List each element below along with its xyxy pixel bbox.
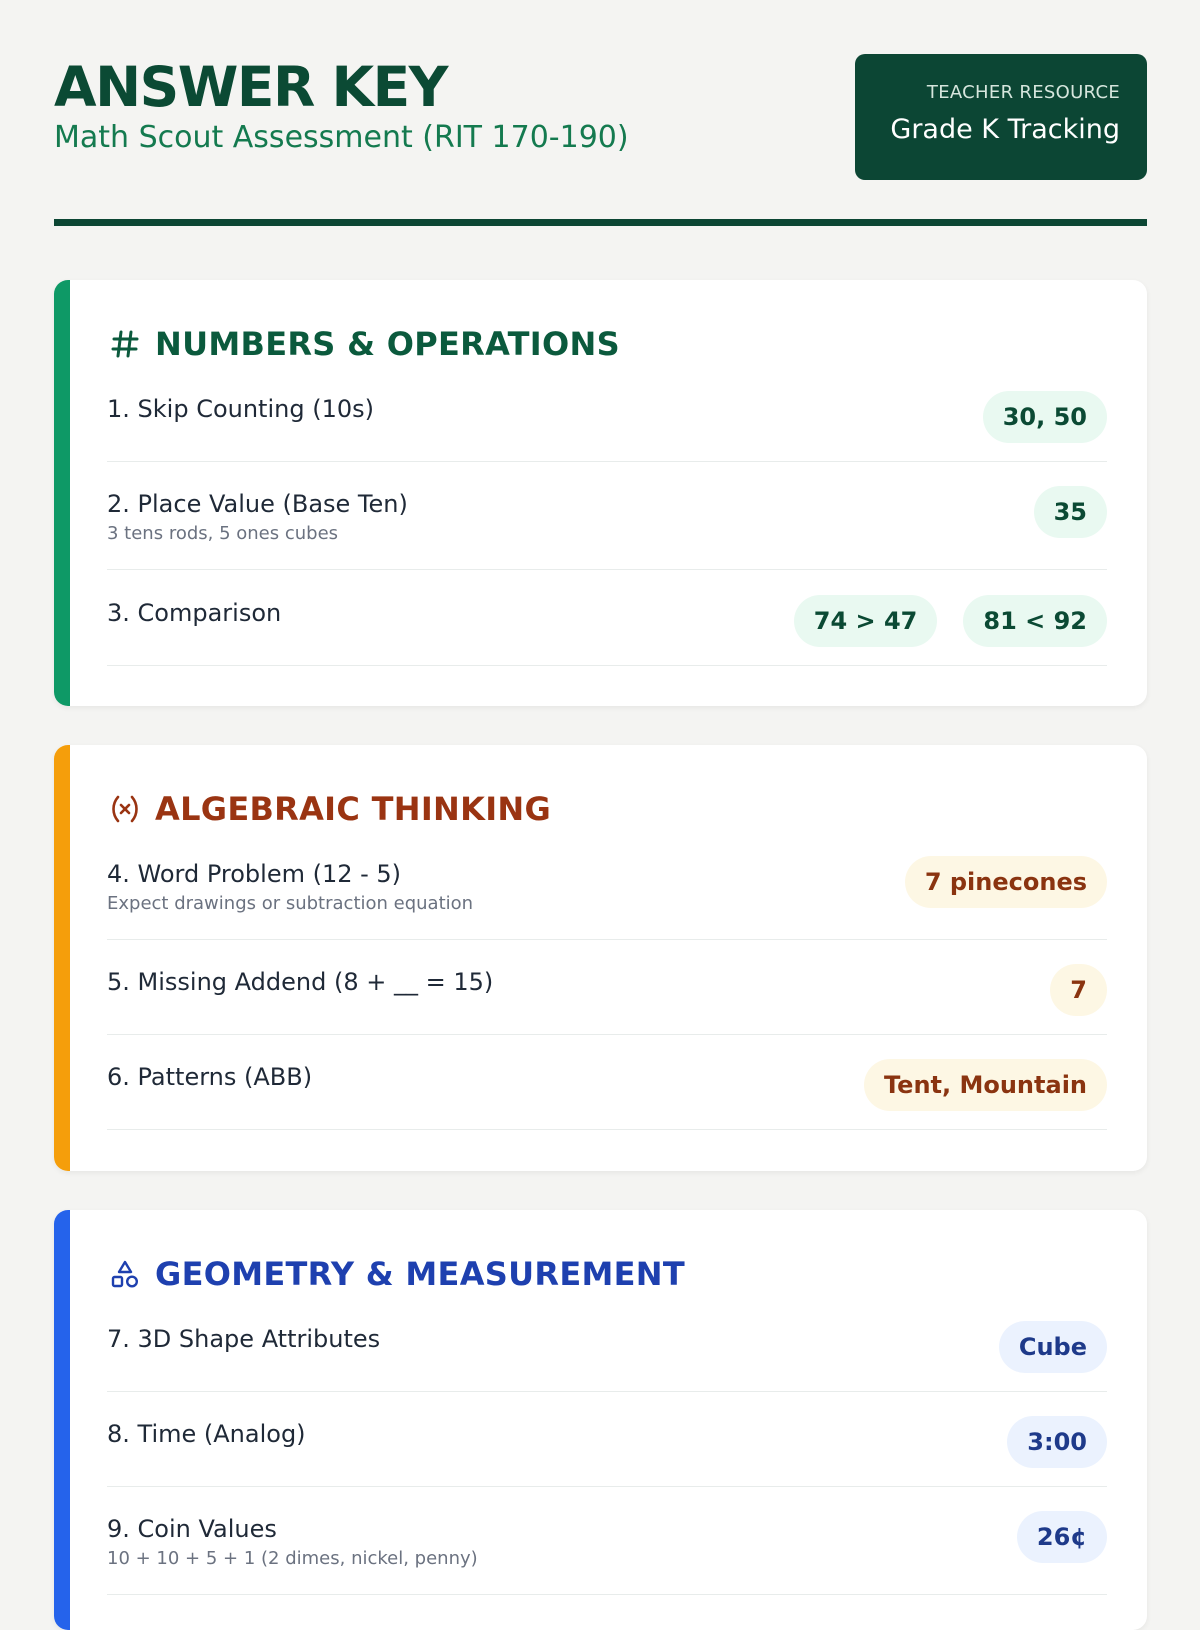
question-label: 6. Patterns (ABB) [107,1063,313,1091]
badge-title: Grade K Tracking [890,114,1120,145]
question-label: 8. Time (Analog) [107,1420,306,1448]
question-row [107,582,1107,666]
question-note: 3 tens rods, 5 ones cubes [107,523,339,544]
variable-icon [109,793,141,825]
question-label: 4. Word Problem (12 - 5) [107,860,402,888]
question-note: 10 + 10 + 5 + 1 (2 dimes, nickel, penny) [107,1548,478,1569]
page-title: ANSWER KEY [54,55,447,119]
answer-group [1007,1416,1107,1468]
answer-group [999,1321,1107,1373]
question-row [107,1403,1107,1487]
answer-key-page [54,0,1147,1569]
answer-pill: 30, 50 [983,391,1107,443]
question-label: 2. Place Value (Base Ten) [107,490,408,518]
answer-group [1017,1511,1107,1563]
page-header [54,0,1147,228]
header-divider [54,219,1147,226]
badge-kicker: TEACHER RESOURCE [926,82,1120,103]
question-row [107,843,1107,940]
question-row [107,1498,1107,1595]
answer-pill: 35 [1034,486,1107,538]
section-title: GEOMETRY & MEASUREMENT [155,1255,686,1293]
answer-group [1034,486,1107,538]
question-label: 7. 3D Shape Attributes [107,1325,381,1353]
answer-pill: 3:00 [1007,1416,1107,1468]
title-block [54,56,629,156]
section-title: NUMBERS & OPERATIONS [155,325,620,363]
answer-group [864,1059,1107,1111]
answer-group [794,595,1107,647]
question-row [107,951,1107,1035]
question-label: 9. Coin Values [107,1515,277,1543]
teacher-resource-badge [855,54,1147,180]
section-algebraic-thinking [54,745,1147,1171]
section-geometry-measurement [54,1210,1147,1630]
answer-pill: 7 [1050,964,1107,1016]
question-label: 5. Missing Addend (8 + __ = 15) [107,968,494,996]
question-label: 3. Comparison [107,599,282,627]
answer-pill: Tent, Mountain [864,1059,1107,1111]
section-header [109,789,551,829]
answer-pill: 81 < 92 [963,595,1107,647]
question-label: 1. Skip Counting (10s) [107,395,374,423]
section-header [109,1254,685,1294]
question-note: Expect drawings or subtraction equation [107,893,474,914]
section-numbers-operations [54,280,1147,706]
question-row [107,473,1107,570]
answer-pill: 74 > 47 [794,595,938,647]
answer-pill: 26¢ [1017,1511,1107,1563]
answer-pill: 7 pinecones [905,856,1107,908]
answer-group [905,856,1107,908]
question-row [107,1308,1107,1392]
section-title: ALGEBRAIC THINKING [155,790,552,828]
answer-group [1050,964,1107,1016]
shapes-icon [109,1258,141,1290]
answer-pill: Cube [999,1321,1107,1373]
question-row [107,1046,1107,1130]
page-subtitle: Math Scout Assessment (RIT 170-190) [54,120,629,155]
hash-icon [109,328,141,360]
answer-group [983,391,1107,443]
question-row [107,378,1107,462]
section-header [109,324,620,364]
